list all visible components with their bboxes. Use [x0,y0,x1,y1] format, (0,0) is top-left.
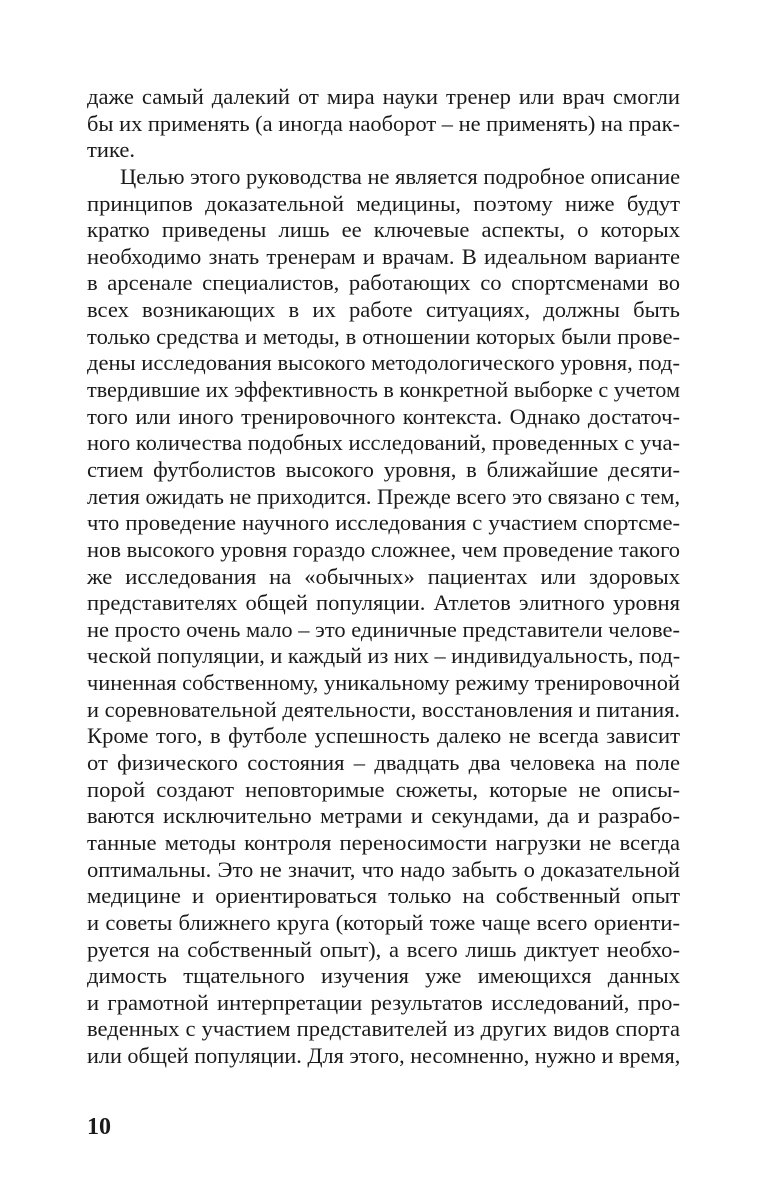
text-line: ного количества подобных исследований, проведенных с уча- [87,430,680,456]
text-line [87,1070,680,1097]
text-line: дены исследования высокого методологического уровня, под- [87,350,680,376]
text-line: только средства и методы, в отношении которых были прове- [87,323,680,349]
text-line: стием футболистов высокого уровня, в ближайшие десяти- [87,456,680,482]
text-line: порой создают неповторимые сюжеты, которые не описы- [87,776,680,802]
text-line: оптимальны. Это не значит, что надо забыть о доказательной [87,856,680,882]
text-line: ческой популяции, и каждый из них – индивидуальность, под- [87,643,681,669]
text-line: же исследования на «обычных» пациентах или здоровых [87,563,680,589]
text-line: принципов доказательной медицины, поэтому ниже будут [87,190,680,216]
text-line: летия ожидать не приходится. Прежде всего это связано с тем, [87,483,681,509]
text-line: необходимо знать тренерам и врачам. В идеальном варианте [87,243,680,269]
page-number: 10 [87,1114,111,1140]
text-line: твердившие их эффективность в конкретной выборке с учетом [87,377,680,403]
text-line: тике. [87,137,136,163]
text-line: димость тщательного изучения уже имеющихся данных [87,963,680,989]
text-line: и соревновательной деятельности, восстановления и питания. [87,696,680,722]
text-line: что проведение научного исследования с участием спортсме- [87,510,680,536]
text-line: Целью этого руководства не является подробное описание [120,163,681,189]
text-line: танные методы контроля переносимости нагрузки не всегда [87,829,680,855]
text-line: всех возникающих в их работе ситуациях, должны быть [87,297,680,323]
text-line: представителях общей популяции. Атлетов элитного уровня [87,590,680,616]
text-line: и советы ближнего круга (который тоже чаще всего ориенти- [87,909,680,935]
text-line: медицине и ориентироваться только на собственный опыт [87,883,680,909]
text-line: в арсенале специалистов, работающих со спортсменами во [87,270,680,296]
text-line: ваются исключительно метрами и секундами, да и разрабо- [87,803,680,829]
text-line: Кроме того, в футболе успешность далеко не всегда зависит [87,723,680,749]
text-line: или общей популяции. Для этого, несомненно, нужно и время, [87,1043,681,1069]
text-line: от физического состояния – двадцать два человека на поле [87,750,680,776]
text-line: даже самый далекий от мира науки тренер или врач смогли [87,84,680,109]
text-line: веденных с участием представителей из других видов спорта [87,1016,680,1042]
body-text [87,84,680,1096]
text-line: не просто очень мало – это единичные представители челове- [87,616,680,642]
text-line: руется на собственный опыт), а всего лишь диктует необхо- [87,936,680,962]
text-line: того или иного тренировочного контекста. Однако достаточ- [87,403,680,429]
text-line: кратко приведены лишь ее ключевые аспекты, о которых [87,217,680,243]
text-line: нов высокого уровня гораздо сложнее, чем проведение такого [87,536,681,562]
text-line: бы их применять (а иногда наоборот – не применять) на прак- [87,110,680,136]
text-line: чиненная собственному, уникальному режиму тренировочной [87,670,680,696]
text-line: и грамотной интерпретации результатов исследований, про- [87,989,680,1015]
